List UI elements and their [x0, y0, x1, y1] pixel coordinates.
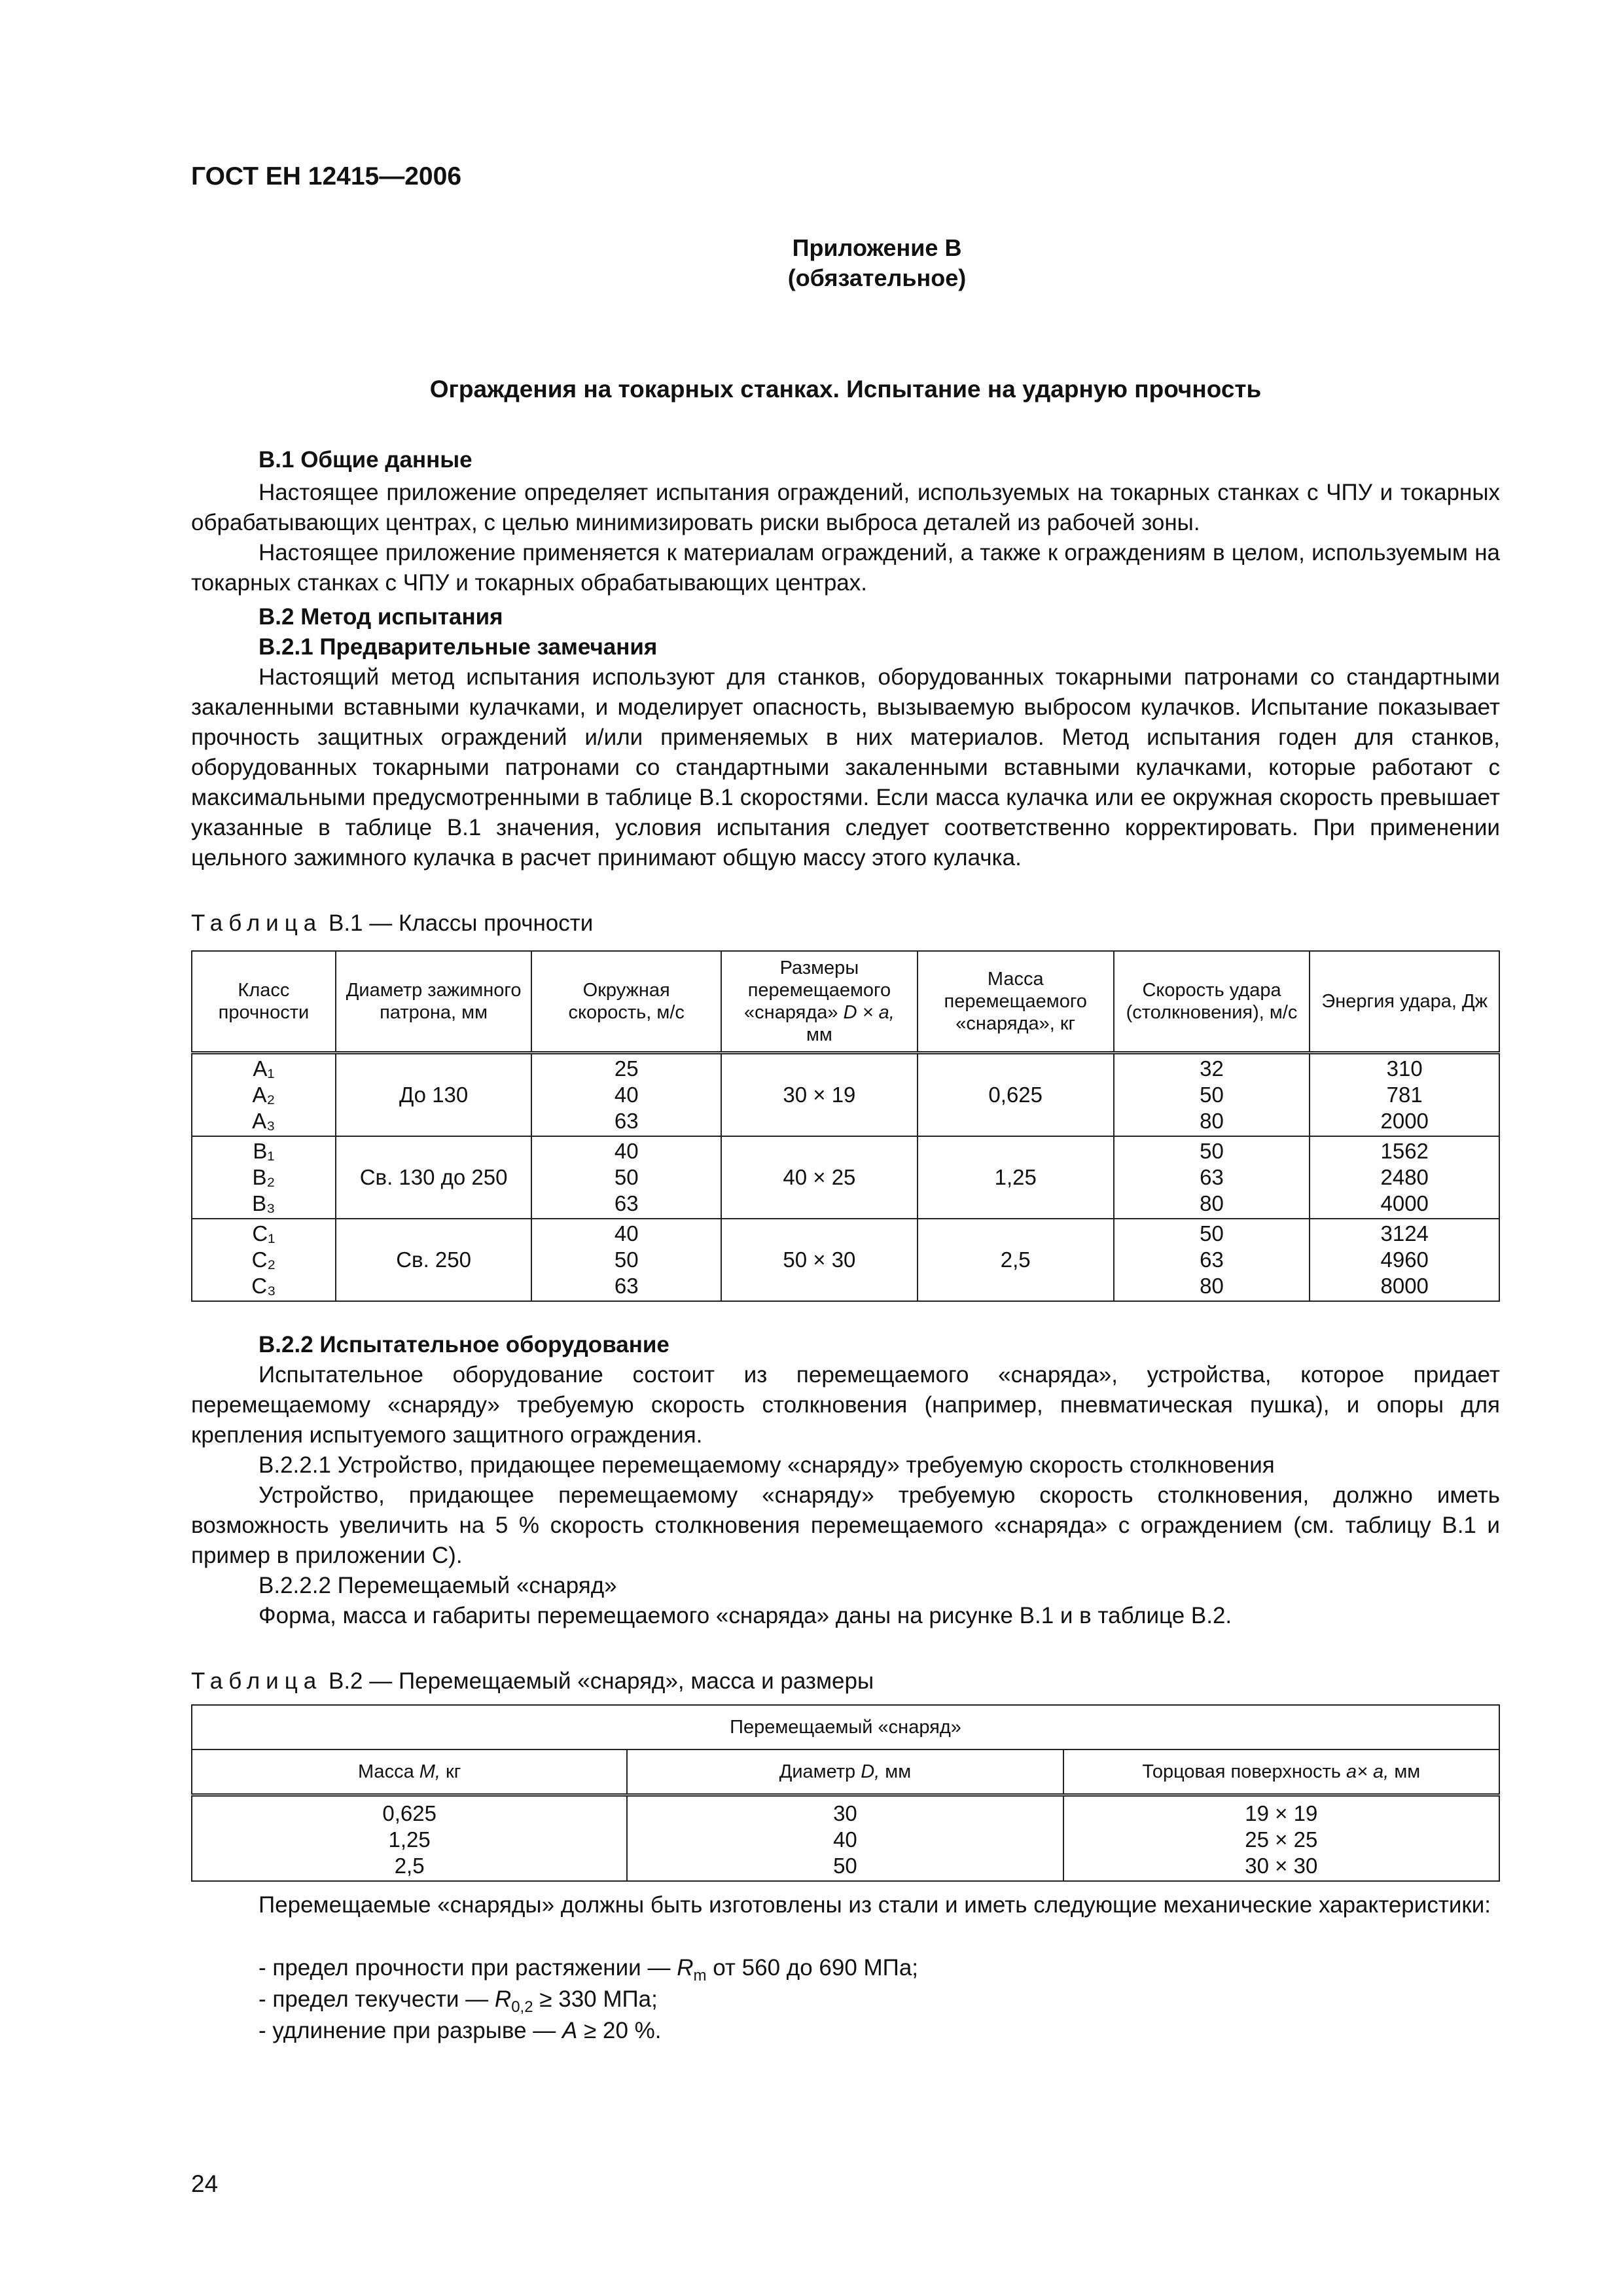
class-value: C₃ [251, 1274, 276, 1298]
col-header-energy: Энергия удара, Дж [1310, 951, 1499, 1053]
energy-value: 1562 [1380, 1139, 1429, 1163]
table-row [192, 1136, 1499, 1219]
mass-value: 2,5 [394, 1854, 425, 1878]
paragraph: Форма, масса и габариты перемещаемого «снаряда» даны на рисунке В.1 и в таблице В.2. [259, 1603, 1232, 1628]
face-value: 25 × 25 [1245, 1827, 1318, 1852]
speed-value: 40 [614, 1221, 639, 1246]
bullet-elongation [259, 2016, 662, 2046]
header-text: Диаметр [779, 1761, 856, 1782]
energy-value: 2480 [1380, 1165, 1429, 1189]
section-b22-heading: В.2.2 Испытательное оборудование [259, 1332, 669, 1357]
paragraph: Испытательное оборудование состоит из перемещаемого «снаряда», устройства, которое придает перемещаемому «снаряду» требуемую скорость столкновения (например, пневматическая пушка), и опоры для крепления испытуемого защитного ограждения. [191, 1362, 1500, 1448]
annex-title [707, 233, 1047, 293]
paragraph: Настоящее приложение применяется к материалам ограждений, а также к ограждениям в целом, используемым на токарных станках с ЧПУ и токарных обрабатывающих центрах. [191, 540, 1500, 596]
header-text: Торцовая поверхность [1142, 1761, 1341, 1782]
class-value: B₁ [253, 1139, 275, 1163]
section-b1-heading: В.1 Общие данные [259, 447, 473, 473]
header-unit: кг [446, 1761, 461, 1782]
col-header-diameter: Диаметр зажимного патрона, мм [336, 951, 532, 1053]
header-variable: a× a, [1346, 1761, 1389, 1782]
section-b21-body [191, 662, 1500, 873]
class-value: B₂ [252, 1165, 276, 1189]
col-header-mass [192, 1749, 627, 1795]
bullet-subscript: m [693, 1967, 707, 1984]
section-b2-heading: В.2 Метод испытания [259, 604, 503, 630]
energy-value: 4960 [1380, 1247, 1429, 1272]
face-value: 30 × 30 [1245, 1854, 1318, 1878]
col-header-size-formula: D × a, [843, 1002, 895, 1023]
table-caption-text: В.2 — Перемещаемый «снаряд», масса и размеры [328, 1668, 874, 1694]
diameter-value: 40 [833, 1827, 857, 1852]
paragraph: Перемещаемые «снаряды» должны быть изготовлены из стали и иметь следующие механические характеристики: [259, 1892, 1491, 1918]
face-cell [1063, 1795, 1499, 1882]
class-cell [192, 1053, 336, 1137]
col-header-mass: Масса перемещаемого «снаряда», кг [918, 951, 1114, 1053]
table1-caption [191, 908, 593, 939]
impact-value: 50 [1200, 1083, 1224, 1107]
impact-value: 80 [1200, 1191, 1224, 1215]
table-caption-text: В.1 — Классы прочности [328, 910, 594, 936]
table2-caption [191, 1666, 874, 1696]
section-b22-body [191, 1360, 1500, 1631]
impact-value: 80 [1200, 1109, 1224, 1133]
speed-value: 50 [614, 1165, 639, 1189]
paragraph: Устройство, придающее перемещаемому «снаряду» требуемую скорость столкновения, должно иметь возможность увеличить на 5 % скорость столкновения перемещаемого «снаряда» с ограждением (см. таблицу В.1 и пример в приложении С). [191, 1482, 1500, 1568]
header-text: Масса [357, 1761, 414, 1782]
speed-value: 25 [614, 1056, 639, 1081]
mass-value: 0,625 [382, 1801, 437, 1825]
table-caption-word: Таблица [191, 910, 323, 936]
section-b21-heading: В.2.1 Предварительные замечания [259, 634, 658, 660]
speed-cell [531, 1136, 721, 1219]
bullet-text: - удлинение при разрыве — [259, 2018, 556, 2043]
impact-value: 63 [1200, 1165, 1224, 1189]
col-header-impact: Скорость удара (столкновения), м/с [1114, 951, 1310, 1053]
requirements-paragraph [191, 1890, 1500, 1920]
col-header-diameter [627, 1749, 1063, 1795]
class-value: A₂ [252, 1083, 276, 1107]
diameter-cell: Св. 130 до 250 [336, 1136, 532, 1219]
speed-value: 63 [614, 1191, 639, 1215]
col-header-speed: Окружная скорость, м/с [531, 951, 721, 1053]
bullet-value: ≥ 20 %. [584, 2018, 662, 2043]
energy-cell [1310, 1219, 1499, 1301]
energy-value: 781 [1386, 1083, 1423, 1107]
energy-value: 310 [1386, 1056, 1423, 1081]
header-unit: мм [885, 1761, 912, 1782]
table-strength-classes [191, 950, 1500, 1302]
impact-value: 80 [1200, 1274, 1224, 1298]
header-variable: M, [419, 1761, 440, 1782]
impact-value: 63 [1200, 1247, 1224, 1272]
impact-cell [1114, 1053, 1310, 1137]
table-group-header-row [192, 1705, 1499, 1749]
diameter-cell: Св. 250 [336, 1219, 532, 1301]
table-caption-word: Таблица [191, 1668, 323, 1694]
size-cell: 40 × 25 [721, 1136, 918, 1219]
speed-value: 63 [614, 1109, 639, 1133]
table-header-row [192, 1749, 1499, 1795]
bullet-value: ≥ 330 МПа; [539, 1986, 658, 2012]
table-projectile [191, 1704, 1500, 1882]
group-header: Перемещаемый «снаряд» [192, 1705, 1499, 1749]
bullet-variable: A [562, 2018, 578, 2043]
table-row [192, 1053, 1499, 1137]
speed-value: 50 [614, 1247, 639, 1272]
paragraph: Настоящее приложение определяет испытания ограждений, используемых на токарных станках с ЧПУ и токарных обрабатывающих центрах, с целью минимизировать риски выброса деталей из рабочей зоны. [191, 480, 1500, 535]
speed-value: 63 [614, 1274, 639, 1298]
class-value: B₃ [252, 1191, 276, 1215]
face-value: 19 × 19 [1245, 1801, 1318, 1825]
annex-label: Приложение В [792, 234, 962, 261]
diameter-cell [627, 1795, 1063, 1882]
section-b1-body [191, 478, 1500, 598]
impact-value: 32 [1200, 1056, 1224, 1081]
class-value: C₂ [251, 1247, 276, 1272]
impact-cell [1114, 1136, 1310, 1219]
class-value: A₃ [252, 1109, 276, 1133]
speed-cell [531, 1053, 721, 1137]
bullet-text: - предел текучести — [259, 1986, 489, 2012]
table-row [192, 1795, 1499, 1882]
class-value: A₁ [253, 1056, 275, 1081]
bullet-variable: R [494, 1986, 512, 2012]
standard-code: ГОСТ ЕН 12415—2006 [191, 162, 462, 190]
col-header-size-unit: мм [806, 1024, 832, 1045]
mass-cell [192, 1795, 627, 1882]
mass-cell: 1,25 [918, 1136, 1114, 1219]
col-header-size [721, 951, 918, 1053]
table-row [192, 1219, 1499, 1301]
speed-value: 40 [614, 1139, 639, 1163]
class-cell [192, 1219, 336, 1301]
table-header-row [192, 951, 1499, 1053]
bullet-value: от 560 до 690 МПа; [713, 1955, 919, 1981]
class-value: C₁ [252, 1221, 276, 1246]
header-unit: мм [1394, 1761, 1421, 1782]
annex-status: (обязательное) [787, 264, 967, 291]
page-number: 24 [191, 2170, 219, 2197]
col-header-class: Класс прочности [192, 951, 336, 1053]
speed-value: 40 [614, 1083, 639, 1107]
col-header-face [1063, 1749, 1499, 1795]
impact-value: 50 [1200, 1221, 1224, 1246]
energy-cell [1310, 1136, 1499, 1219]
mass-cell: 0,625 [918, 1053, 1114, 1137]
class-cell [192, 1136, 336, 1219]
paragraph: В.2.2.1 Устройство, придающее перемещаемому «снаряду» требуемую скорость столкновения [259, 1452, 1275, 1478]
size-cell: 50 × 30 [721, 1219, 918, 1301]
energy-cell [1310, 1053, 1499, 1137]
mass-value: 1,25 [388, 1827, 431, 1852]
energy-value: 4000 [1380, 1191, 1429, 1215]
paragraph: Настоящий метод испытания используют для станков, оборудованных токарными патронами со стандартными закаленными вставными кулачками, и моделирует опасность, вызываемую выбросом кулачков. Испытание показывает прочность защитных ограждений и/или применяемых в них материалов. Метод испытания годен для станков, оборудованных токарными патронами со стандартными закаленными вставными кулачками, которые работают с максимальными предусмотренными в таблице В.1 скоростями. Если масса кулачка или ее окружная скорость превышает указанные в таблице В.1 значения, условия испытания следует соответственно корректировать. При применении цельного зажимного кулачка в расчет принимают общую массу этого кулачка. [191, 664, 1500, 870]
speed-cell [531, 1219, 721, 1301]
diameter-value: 30 [833, 1801, 857, 1825]
energy-value: 8000 [1380, 1274, 1429, 1298]
size-cell: 30 × 19 [721, 1053, 918, 1137]
col-header-size-text: Размеры перемещаемого «снаряда» [744, 958, 891, 1023]
bullet-variable: R [677, 1955, 694, 1981]
diameter-cell: До 130 [336, 1053, 532, 1137]
diameter-value: 50 [833, 1854, 857, 1878]
document-title: Ограждения на токарных станках. Испытание на ударную прочность [429, 376, 1262, 403]
energy-value: 2000 [1380, 1109, 1429, 1133]
bullet-subscript: 0,2 [511, 1998, 533, 2016]
paragraph: В.2.2.2 Перемещаемый «снаряд» [259, 1573, 617, 1598]
impact-cell [1114, 1219, 1310, 1301]
bullet-text: - предел прочности при растяжении — [259, 1955, 671, 1981]
header-variable: D, [861, 1761, 880, 1782]
mass-cell: 2,5 [918, 1219, 1114, 1301]
impact-value: 50 [1200, 1139, 1224, 1163]
energy-value: 3124 [1380, 1221, 1429, 1246]
